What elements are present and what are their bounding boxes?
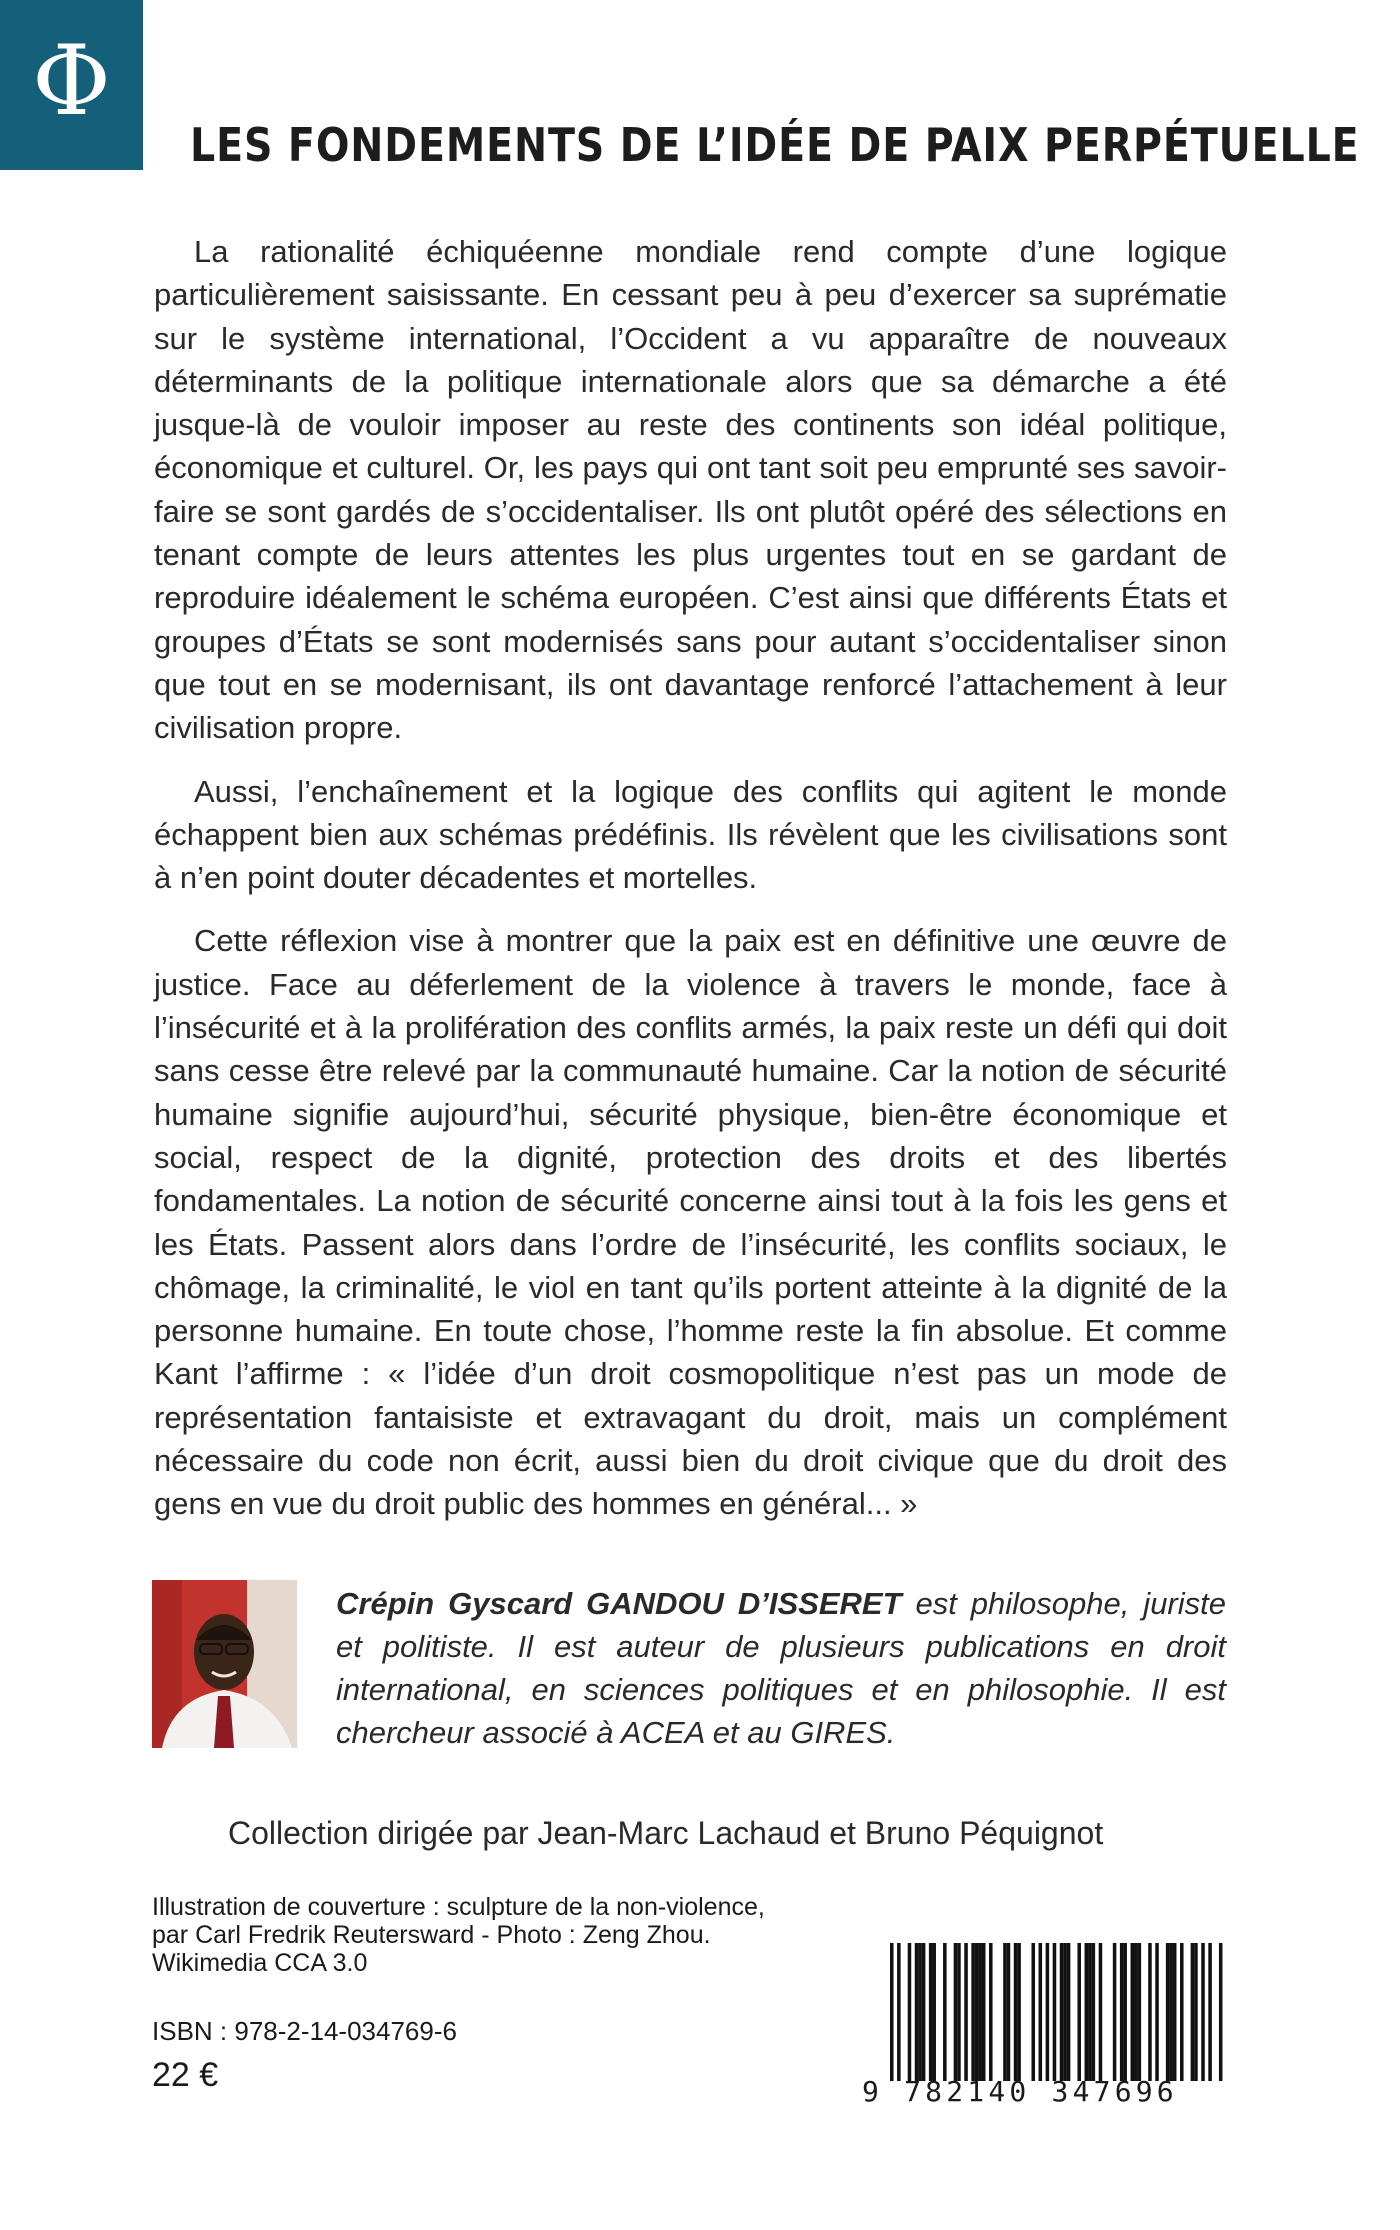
credits-line: par Carl Fredrik Reutersward - Photo : Zeng Zhou. <box>152 1921 711 1949</box>
barcode-bar <box>1138 1943 1142 2081</box>
barcode-bar <box>1088 1943 1092 2081</box>
barcode-bar <box>1169 1943 1173 2081</box>
barcode-bar <box>1007 1943 1011 2081</box>
barcode-bar <box>1014 1943 1018 2081</box>
barcode-bar <box>957 1943 961 2081</box>
barcode-digits: 9 782140 347696 <box>862 2075 1178 2108</box>
barcode-bar <box>971 1943 975 2081</box>
barcode-bar <box>1155 1943 1159 2081</box>
barcode-bar <box>915 1943 919 2081</box>
barcode-bar <box>1208 1943 1212 2081</box>
barcode-bar <box>1017 1943 1021 2081</box>
author-photo <box>152 1580 297 1748</box>
barcode-bar <box>1039 1943 1043 2081</box>
credits-line: Wikimedia CCA 3.0 <box>152 1949 368 1977</box>
barcode-bar <box>1194 1943 1198 2081</box>
barcode-bar <box>978 1943 982 2081</box>
barcode-bar <box>1063 1943 1067 2081</box>
collection-line: Collection dirigée par Jean-Marc Lachaud et Bruno Péquignot <box>228 1815 1104 1851</box>
barcode-bar <box>922 1943 926 2081</box>
barcode-bar <box>929 1943 933 2081</box>
author-bio-text: est philosophe, juriste et politiste. Il est auteur de plusieurs publications en droit international, en sciences politiques et en philosophie. Il est chercheur associé à ACEA et au GIRES. <box>336 1586 1226 1750</box>
barcode-bar <box>1060 1943 1064 2081</box>
barcode-bar <box>1113 1943 1117 2081</box>
credits-line: Illustration de couverture : sculpture de la non-violence, <box>152 1893 765 1921</box>
barcode-bar <box>1099 1943 1103 2081</box>
barcode-bar <box>1085 1943 1089 2081</box>
barcode-bar <box>1067 1943 1071 2081</box>
barcode-bar <box>1191 1943 1195 2081</box>
barcode-bar <box>1120 1943 1124 2081</box>
cover-credits <box>152 1893 872 1977</box>
summary-paragraph: Aussi, l’enchaînement et la logique des conflits qui agitent le monde échappent bien aux schémas prédéfinis. Ils révèlent que les civilisations sont à n’en point douter décadentes et mortelles. <box>154 773 1227 896</box>
barcode-bars <box>890 1943 1226 2081</box>
barcode-bar <box>1092 1943 1096 2081</box>
barcode-bar <box>908 1943 912 2081</box>
phi-logo-icon: Φ <box>32 25 111 137</box>
summary-text <box>154 230 1227 1546</box>
summary-paragraph: Cette réflexion vise à montrer que la paix est en définitive une œuvre de justice. Face au déferlement de la violence à travers le monde, face à l’insécurité et à la prolifération des conflits armés, la paix reste un défi qui doit sans cesse être relevé par la communauté humaine. Car la notion de sécurité humaine signifie aujourd’hui, sécurité physique, bien-être économique et social, respect de la dignité, protection des droits et des libertés fondamentales. La notion de sécurité concerne ainsi tout à la fois les gens et les États. Passent alors dans l’ordre de l’insécurité, les conflits sociaux, le chômage, la criminalité, le viol en tant qu’ils portent atteinte à la dignité de la personne humaine. En toute chose, l’homme reste la fin absolue. Et comme Kant l’affirme : « l’idée d’un droit cosmopolitique n’est pas un mode de représentation fantaisiste et extravagant du droit, mais un complément nécessaire du code non écrit, aussi bien du droit civique que du droit des gens en vue du droit public des hommes en général... » <box>154 923 1227 1522</box>
barcode-bar <box>975 1943 979 2081</box>
price-label: 22 € <box>152 2056 219 2094</box>
barcode-bar <box>982 1943 986 2081</box>
barcode-bar <box>1173 1943 1177 2081</box>
barcode <box>862 1943 1228 2108</box>
barcode-bar <box>1131 1943 1135 2081</box>
barcode-bar <box>989 1943 993 2081</box>
barcode-bar <box>1166 1943 1170 2081</box>
author-name: Crépin Gyscard GANDOU D’ISSERET <box>336 1586 902 1621</box>
publisher-logo <box>0 0 143 170</box>
barcode-bar <box>932 1943 936 2081</box>
barcode-bar <box>890 1943 894 2081</box>
barcode-bar <box>897 1943 901 2081</box>
isbn-label: ISBN : 978-2-14-034769-6 <box>152 2016 457 2046</box>
author-bio <box>336 1582 1226 1754</box>
barcode-bar <box>1077 1943 1081 2081</box>
barcode-bar <box>918 1943 922 2081</box>
summary-paragraph: La rationalité échiquéenne mondiale rend compte d’une logique particulièrement saisissante. En cessant peu à peu d’exercer sa suprématie sur le système international, l’Occident a vu apparaître de nouveaux déterminants de la politique internationale alors que sa démarche a été jusque-là de vouloir imposer au reste des continents son idéal politique, économique et culturel. Or, les pays qui ont tant soit peu emprunté ses savoir-faire se sont gardés de s’occidentaliser. Ils ont plutôt opéré des sélections en tenant compte de leurs attentes les plus urgentes tout en se gardant de reproduire idéalement le schéma européen. C’est ainsi que différents États et groupes d’États se sont modernisés sans pour autant s’occidentaliser sinon que tout en se modernisant, ils ont davantage renforcé l’attachement à leur civilisation propre. <box>154 234 1227 746</box>
barcode-bar <box>1134 1943 1138 2081</box>
barcode-bar <box>1148 1943 1152 2081</box>
barcode-bar <box>1180 1943 1184 2081</box>
barcode-bar <box>943 1943 947 2081</box>
book-title: LES FONDEMENTS DE L’IDÉE DE PAIX PERPÉTUELLE <box>190 118 1360 172</box>
barcode-bar <box>1046 1943 1050 2081</box>
author-portrait-graphic <box>152 1580 297 1748</box>
barcode-bar <box>1201 1943 1205 2081</box>
barcode-bar <box>1053 1943 1057 2081</box>
barcode-bar <box>1219 1943 1223 2081</box>
barcode-bar <box>964 1943 968 2081</box>
barcode-bar <box>1031 1943 1035 2081</box>
barcode-bar <box>1003 1943 1007 2081</box>
barcode-bar <box>1123 1943 1127 2081</box>
barcode-bar <box>954 1943 958 2081</box>
